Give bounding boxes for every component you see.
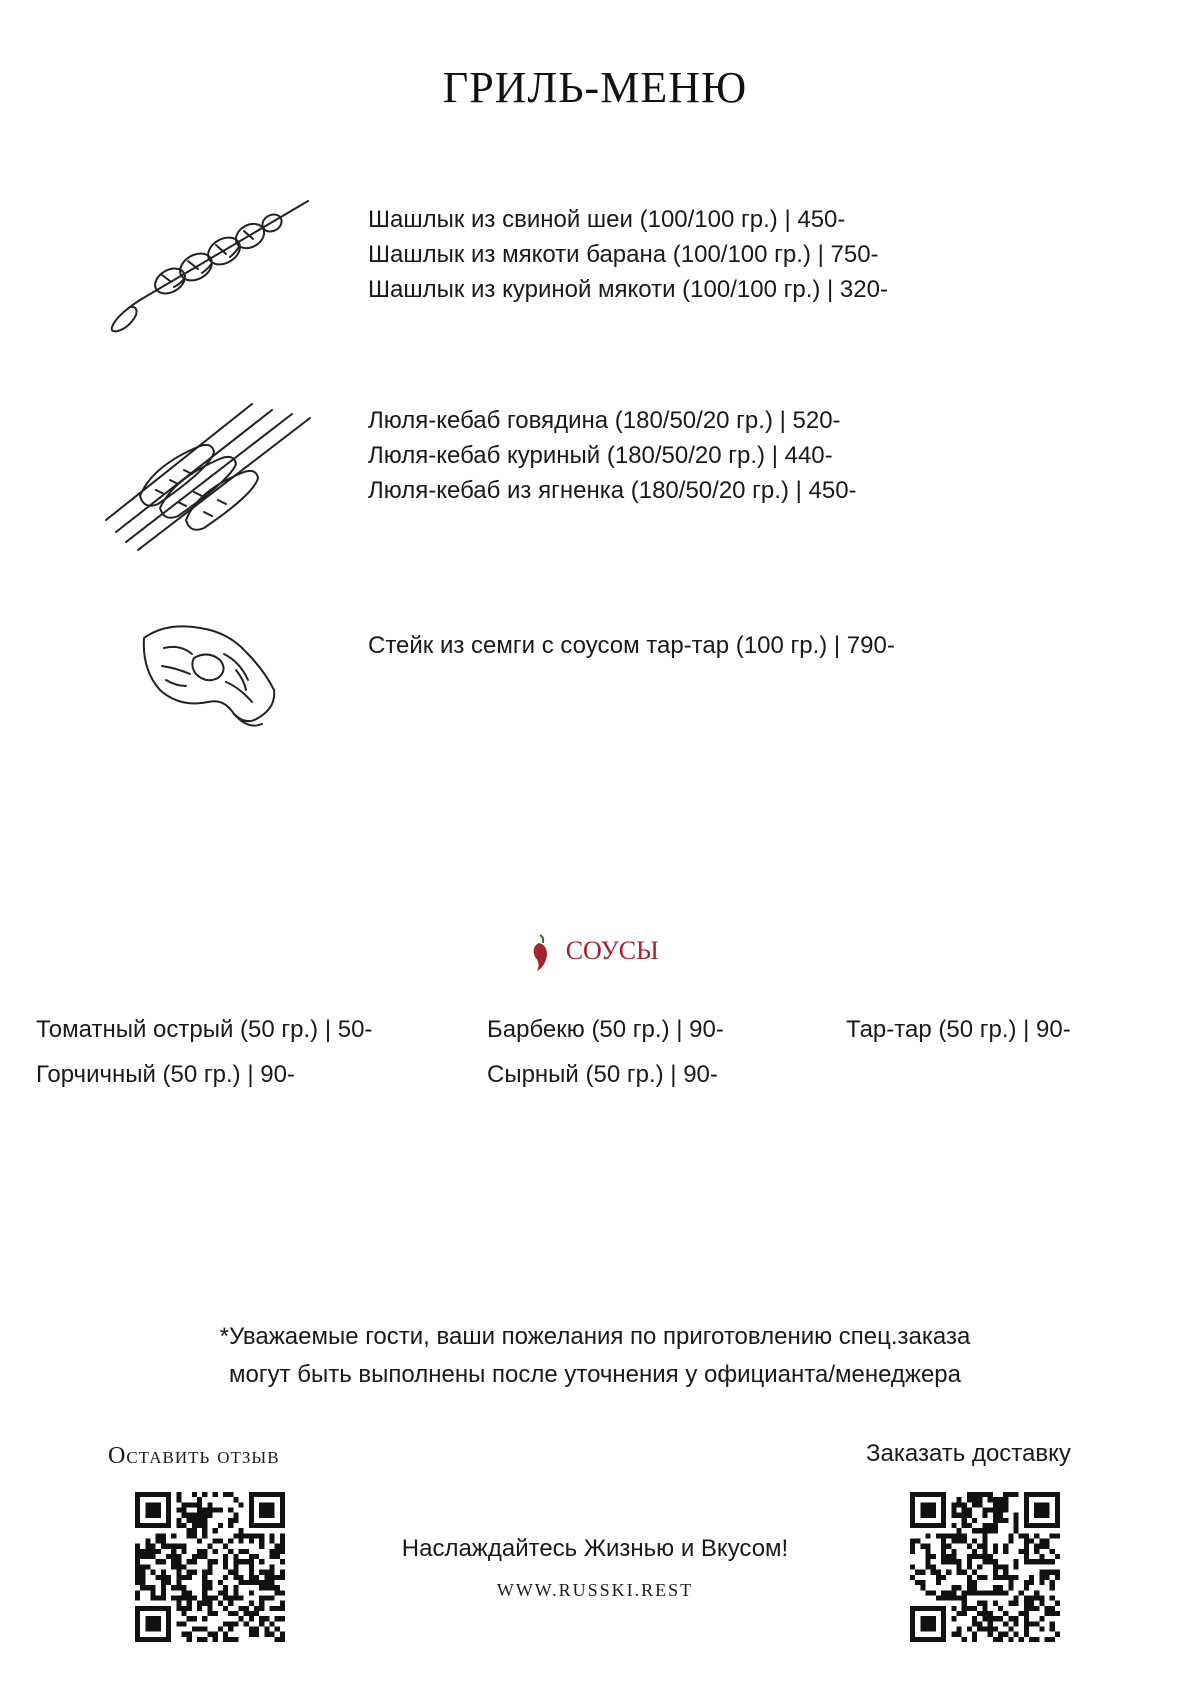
menu-item: Шашлык из мякоти барана (100/100 гр.) | 750- [368,241,879,268]
note-line: могут быть выполнены после уточнения у официанта/менеджера [228,1361,962,1388]
salmon-steak-icon [136,618,286,733]
qr-code-delivery-icon[interactable] [910,1492,1060,1642]
chili-pepper-icon [531,933,551,973]
special-order-note [0,1318,1190,1394]
menu-item: Люля-кебаб куриный (180/50/20 гр.) | 440- [368,442,833,469]
qr-code-review-icon[interactable] [135,1492,285,1642]
lula-kebab-icon [100,400,320,555]
page-title: ГРИЛЬ-МЕНЮ [442,63,748,112]
sauce-item: Томатный острый (50 гр.) | 50- [36,1016,373,1043]
skewer-kebab-icon [100,195,320,340]
sauce-column-1 [36,1007,372,1097]
sauces-title: СОУСЫ [565,935,659,965]
menu-item: Шашлык из свиной шеи (100/100 гр.) | 450- [368,206,846,233]
menu-item: Шашлык из куриной мякоти (100/100 гр.) | 320- [368,276,888,303]
website-link[interactable]: WWW.RUSSKI.REST [496,1580,694,1600]
review-label: Оставить отзыв [108,1443,280,1469]
sauces-heading [0,933,1190,973]
sauce-column-3 [846,1007,1071,1052]
sauce-item: Сырный (50 гр.) | 90- [487,1061,718,1088]
note-line: *Уважаемые гости, ваши пожелания по приготовлению спец.заказа [219,1323,971,1350]
sauce-item: Тар-тар (50 гр.) | 90- [846,1016,1071,1043]
shashlik-list [368,202,888,307]
delivery-label: Заказать доставку [866,1440,1071,1467]
sauce-item: Барбекю (50 гр.) | 90- [487,1016,724,1043]
lula-kebab-list [368,403,857,508]
menu-item: Люля-кебаб говядина (180/50/20 гр.) | 520- [368,407,841,434]
menu-item: Стейк из семги с соусом тар-тар (100 гр.) | 790- [368,632,895,659]
sauce-item: Горчичный (50 гр.) | 90- [36,1061,295,1088]
sauce-column-2 [487,1007,724,1097]
slogan: Наслаждайтесь Жизнью и Вкусом! [401,1535,789,1562]
salmon-list [368,628,895,663]
menu-item: Люля-кебаб из ягненка (180/50/20 гр.) | 450- [368,477,857,504]
